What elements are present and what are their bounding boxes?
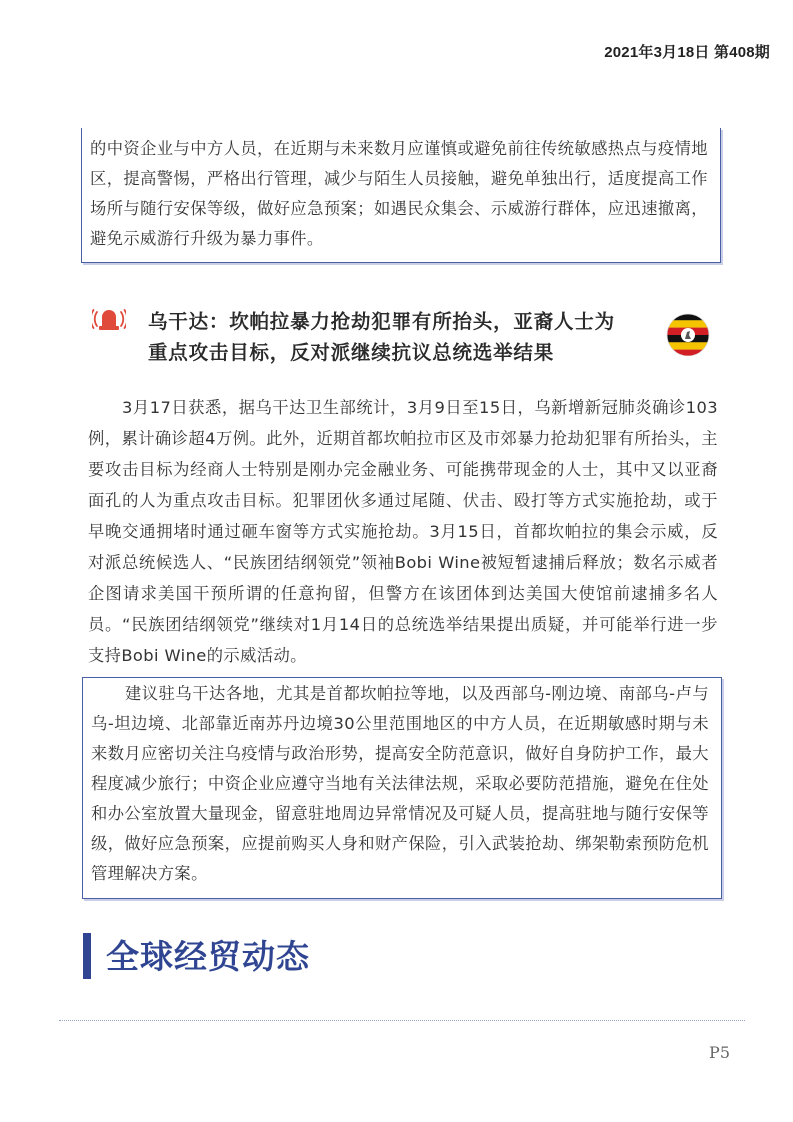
advice-text: 建议驻乌干达各地，尤其是首都坎帕拉等地，以及西部乌-刚边境、南部乌-卢与乌-坦边境、北部靠近南苏丹边境30公里范围地区的中方人员，在近期敏感时期与未来数月应密切关注乌疫情与政治形势，提高安全防范意识，做好自身防护工作，最大程度减少旅行；中资企业应遵守当地有关法律法规，采取必要防范措施，避免在住处和办公室放置大量现金，留意驻地周边异常情况及可疑人员，提高驻地与随行安保等级，做好应急预案，应提前购买人身和财产保险，引入武装抢劫、绑架勒索预防危机管理解决方案。 [91, 684, 709, 883]
section-heading: 全球经贸动态 [106, 937, 310, 976]
advice-text-continued: 的中资企业与中方人员，在近期与未来数月应谨慎或避免前往传统敏感热点与疫情地区，提高警惕，严格出行管理，减少与陌生人员接触，避免单独出行，适度提高工作场所与随行安保等级，做好应急预案；如遇民众集会、示威游行群体，应迅速撤离，避免示威游行升级为暴力事件。 [90, 139, 708, 248]
advice-box-continued [81, 128, 721, 263]
page-number: P5 [709, 1043, 730, 1062]
article-title [148, 306, 648, 368]
issue-date: 2021年3月18日 第408期 [604, 44, 770, 61]
section-accent-bar [83, 933, 91, 979]
article-body: 3月17日获悉，据乌干达卫生部统计，3月9日至15日，乌新增新冠肺炎确诊103例，累计确诊超4万例。此外，近期首都坎帕拉市区及市郊暴力抢劫犯罪有所抬头，主要攻击目标为经商人士特别是刚办完金融业务、可能携带现金的人士，其中又以亚裔面孔的人为重点攻击目标。犯罪团伙多通过尾随、伏击、殴打等方式实施抢劫，或于早晚交通拥堵时通过砸车窗等方式实施抢劫。3月15日，首都坎帕拉的集会示威，反对派总统候选人、“民族团结纲领党”领袖Bobi Wine被短暂逮捕后释放；数名示威者企图请求美国干预所谓的任意拘留，但警方在该团体到达美国大使馆前逮捕多名人员。“民族团结纲领党”继续对1月14日的总统选举结果提出质疑，并可能举行进一步支持Bobi Wine的示威活动。 [88, 398, 718, 665]
alarm-bell-icon [92, 304, 126, 334]
advice-box [82, 677, 722, 899]
article-title-line1: 乌干达：坎帕拉暴力抢劫犯罪有所抬头，亚裔人士为 [148, 310, 615, 333]
uganda-flag-icon [666, 313, 710, 357]
article-title-line2: 重点攻击目标，反对派继续抗议总统选举结果 [148, 341, 555, 364]
footer-divider [59, 1020, 745, 1021]
